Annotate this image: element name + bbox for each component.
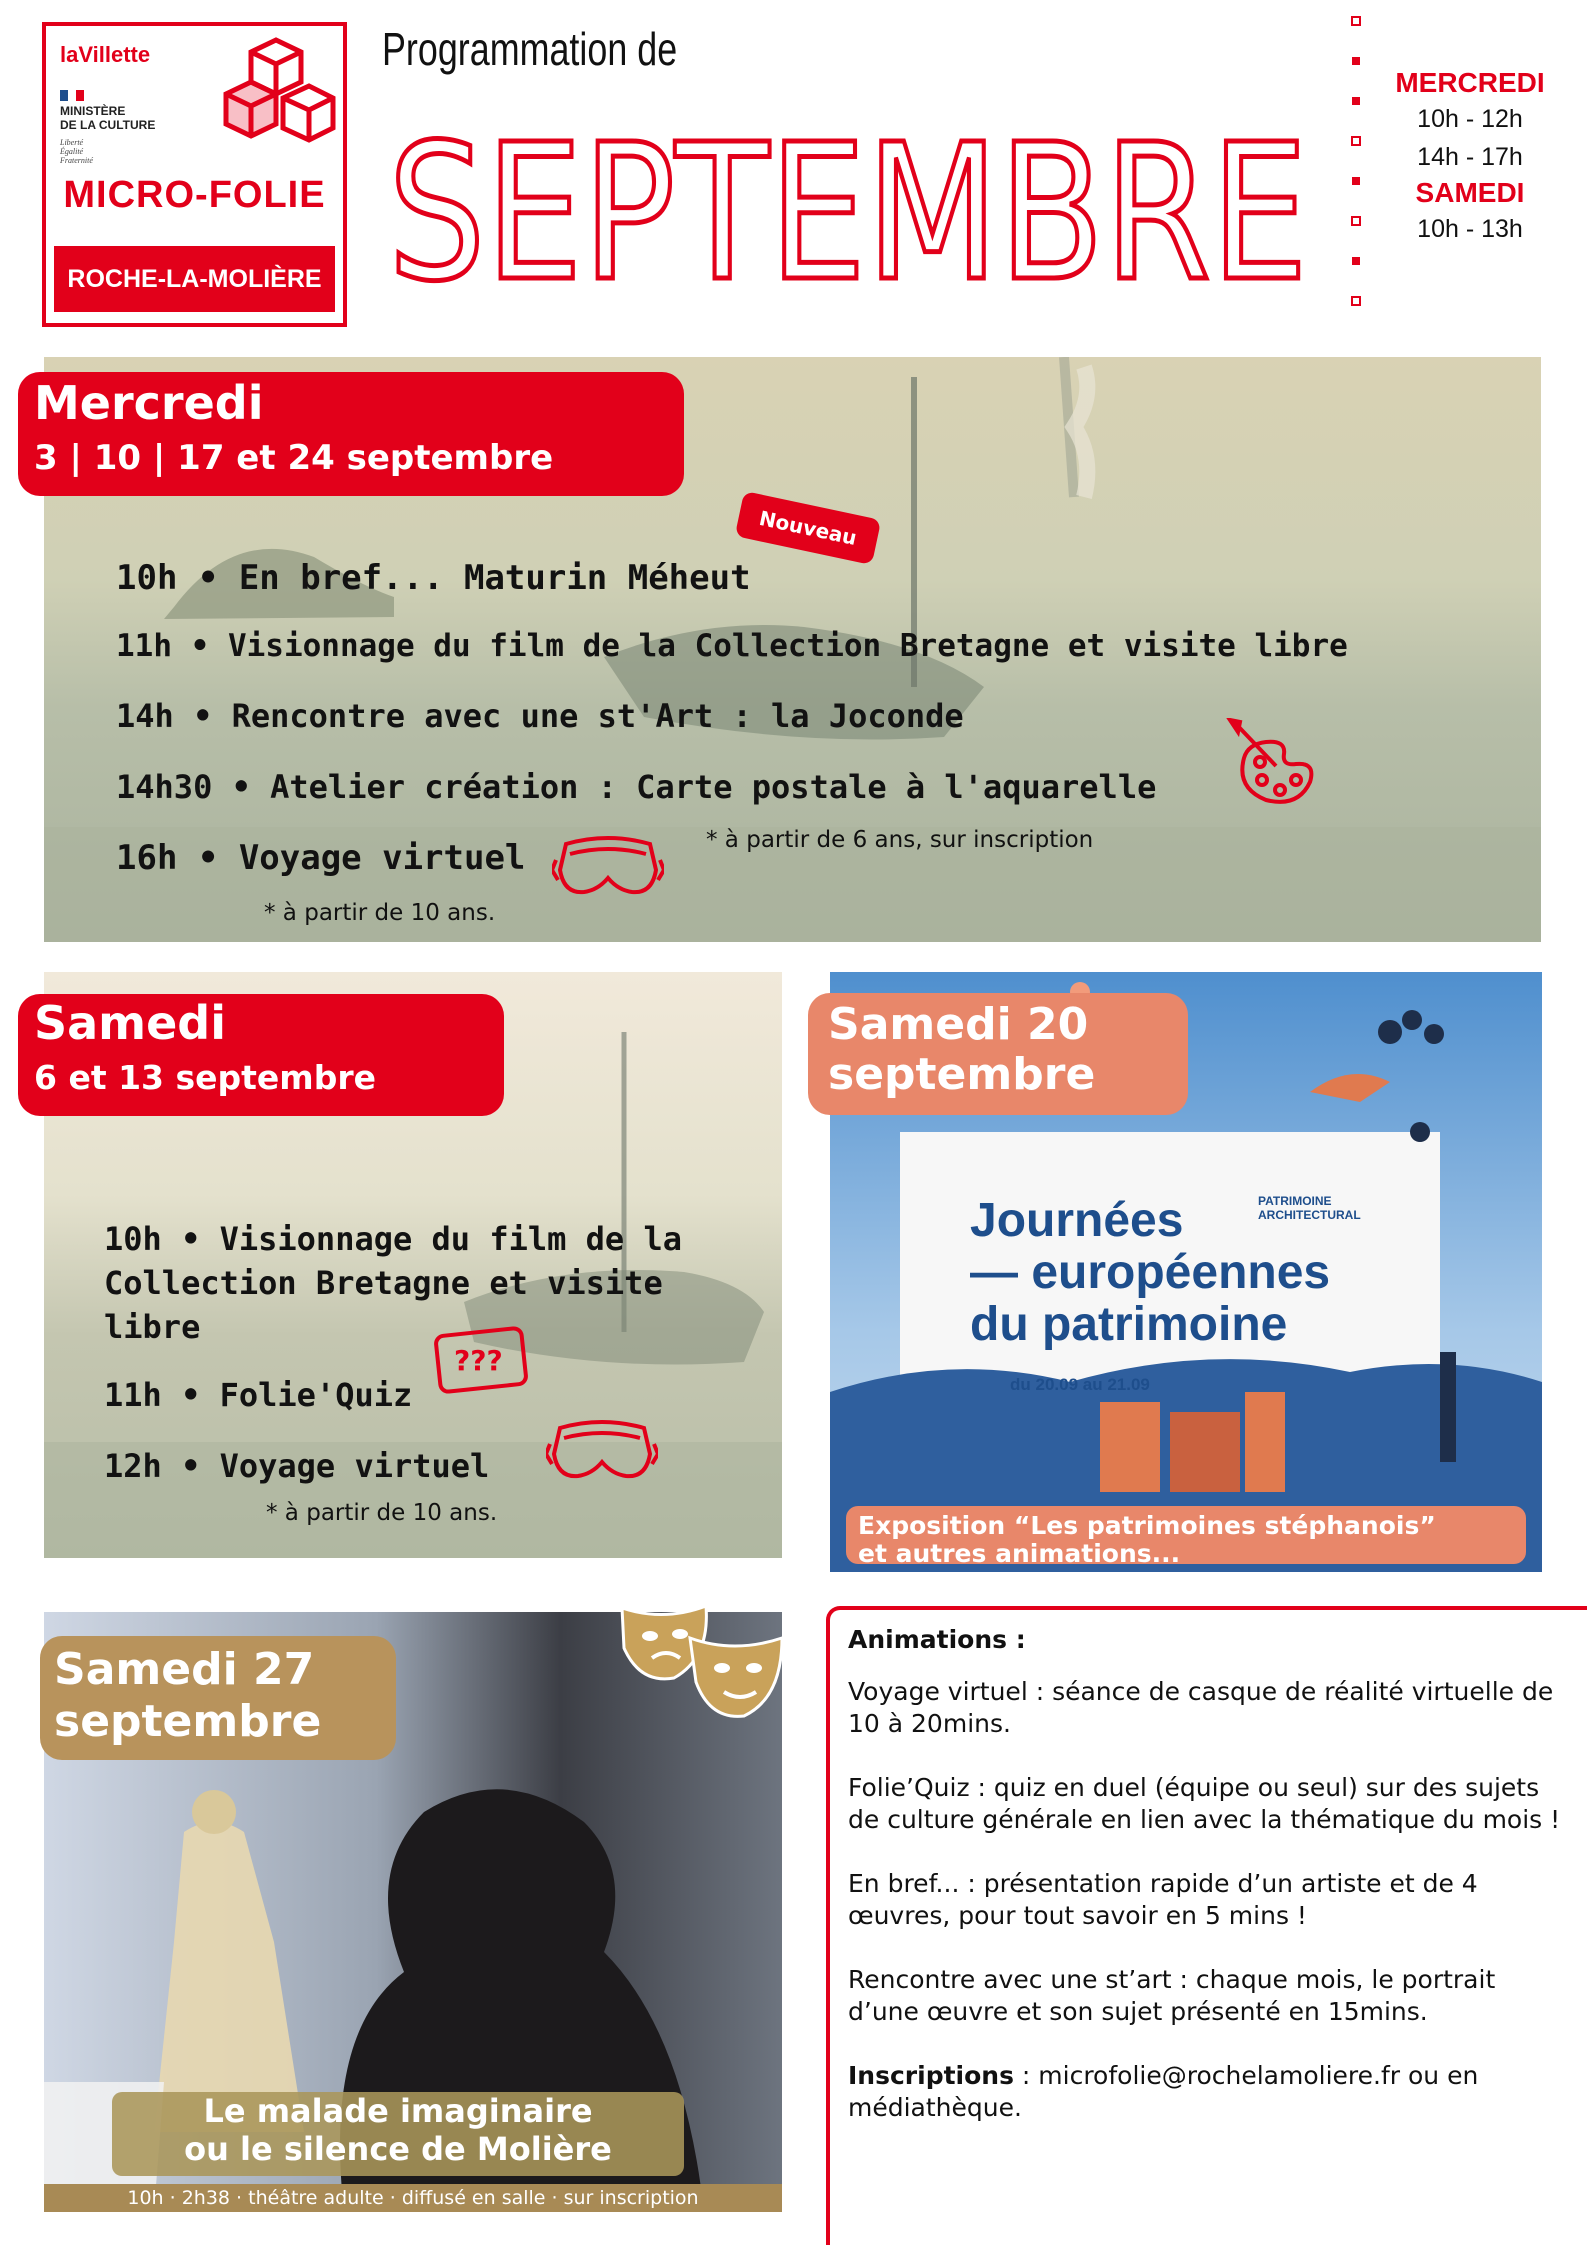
exhibition-line: Exposition “Les patrimoines stéphanois” <box>858 1511 1436 1540</box>
theatre-masks-icon <box>614 1598 794 1728</box>
vr-headset-icon <box>546 1414 658 1494</box>
vr-headset-icon <box>552 830 664 910</box>
animation-vr: Voyage virtuel : séance de casque de réalité virtuelle de 10 à 20mins. <box>848 1677 1554 1738</box>
saturday27-title: Samedi 27 <box>54 1644 315 1695</box>
hours-slot: 14h - 17h <box>1417 143 1523 171</box>
signup-label: Inscriptions <box>848 2061 1014 2090</box>
hours-slot: 10h - 12h <box>1417 105 1523 133</box>
event-item: libre <box>104 1308 201 1346</box>
event-item: 16h • Voyage virtuel <box>116 838 526 878</box>
play-title-line: ou le silence de Molière <box>184 2130 612 2168</box>
wednesday-header <box>18 372 684 496</box>
event-item: 10h • Visionnage du film de la <box>104 1220 682 1258</box>
hours-day-saturday: SAMEDI <box>1415 177 1525 208</box>
palette-icon <box>1226 718 1318 810</box>
event-item: 12h • Voyage virtuel <box>104 1447 490 1485</box>
event-item: 11h • Visionnage du film de la Collection Bretagne et visite libre <box>116 628 1348 664</box>
jep-title-line: Journées <box>970 1194 1184 1247</box>
saturday-title: Samedi <box>34 996 226 1050</box>
vr-age-note: * à partir de 10 ans. <box>264 900 496 926</box>
jep-title-line: — européennes <box>970 1246 1331 1299</box>
saturday20-title: Samedi 20 <box>828 999 1089 1050</box>
jep-tag: PATRIMOINE ARCHITECTURAL <box>1258 1194 1361 1222</box>
animations-text <box>848 1624 1568 2156</box>
play-title <box>112 2092 684 2176</box>
month-title-text: SEPTEMBRE <box>388 104 1308 308</box>
svg-text:???: ??? <box>454 1344 503 1377</box>
programme-label: Programmation de <box>382 23 678 75</box>
wednesday-dates: 3 | 10 | 17 et 24 septembre <box>34 438 554 478</box>
saturday-dates: 6 et 13 septembre <box>34 1058 376 1097</box>
saturday27-header <box>40 1636 396 1760</box>
event-item: 11h • Folie'Quiz <box>104 1376 413 1414</box>
saturday-header <box>18 994 504 1116</box>
french-flag-icon <box>60 90 84 101</box>
exhibition-line: et autres animations... <box>858 1539 1181 1568</box>
month-title <box>378 88 1318 308</box>
ministry-text: MINISTÈRE DE LA CULTURE <box>60 104 156 132</box>
hours-slot: 10h - 13h <box>1417 215 1523 243</box>
micro-folie-logo <box>42 22 347 327</box>
hours-day-wednesday: MERCREDI <box>1395 67 1545 98</box>
workshop-note: * à partir de 6 ans, sur inscription <box>706 827 1094 853</box>
opening-hours <box>1375 66 1565 248</box>
city-banner: ROCHE-LA-MOLIÈRE <box>54 246 335 312</box>
animations-heading: Animations : <box>848 1625 1026 1654</box>
quiz-icon <box>432 1326 530 1400</box>
saturday20-month: septembre <box>828 1049 1096 1100</box>
exhibition-banner <box>846 1506 1526 1568</box>
jep-dates: du 20.09 au 21.09 <box>1010 1375 1150 1394</box>
republic-motto: Liberté Égalité Fraternité <box>60 138 93 165</box>
saturday27-month: septembre <box>54 1696 322 1747</box>
signup-info <box>848 2060 1568 2124</box>
play-title-line: Le malade imaginaire <box>203 2092 593 2130</box>
vr-age-note: * à partir de 10 ans. <box>266 1500 498 1526</box>
event-item: 10h • En bref... Maturin Méheut <box>116 558 751 598</box>
animation-quiz: Folie’Quiz : quiz en duel (équipe ou seul) sur des sujets de culture générale en lien avec la thématique du mois ! <box>848 1773 1561 1834</box>
event-item: 14h • Rencontre avec une st'Art : la Joconde <box>116 697 964 735</box>
saturday20-header <box>808 993 1188 1115</box>
event-item: Collection Bretagne et visite <box>104 1264 663 1302</box>
jep-title <box>970 1195 1330 1351</box>
jep-title-line: du patrimoine <box>970 1298 1288 1351</box>
cubes-logo-icon <box>221 32 339 150</box>
animation-bref: En bref... : présentation rapide d’un artiste et de 4 œuvres, pour tout savoir en 5 mins ! <box>848 1869 1478 1930</box>
decorative-dots <box>1349 14 1363 320</box>
signup-email[interactable]: : microfolie@rochelamoliere.fr ou en médiathèque. <box>848 2061 1479 2122</box>
play-info: 10h · 2h38 · théâtre adulte · diffusé en salle · sur inscription <box>44 2184 782 2212</box>
animation-start: Rencontre avec une st’art : chaque mois, le portrait d’une œuvre et son sujet présenté en 15mins. <box>848 1965 1496 2026</box>
villette-logo-text: laVillette <box>60 42 151 67</box>
event-item: 14h30 • Atelier création : Carte postale à l'aquarelle <box>116 768 1157 806</box>
new-badge: Nouveau <box>735 491 882 565</box>
micro-folie-title: MICRO-FOLIE <box>63 174 326 216</box>
wednesday-title: Mercredi <box>34 376 264 430</box>
